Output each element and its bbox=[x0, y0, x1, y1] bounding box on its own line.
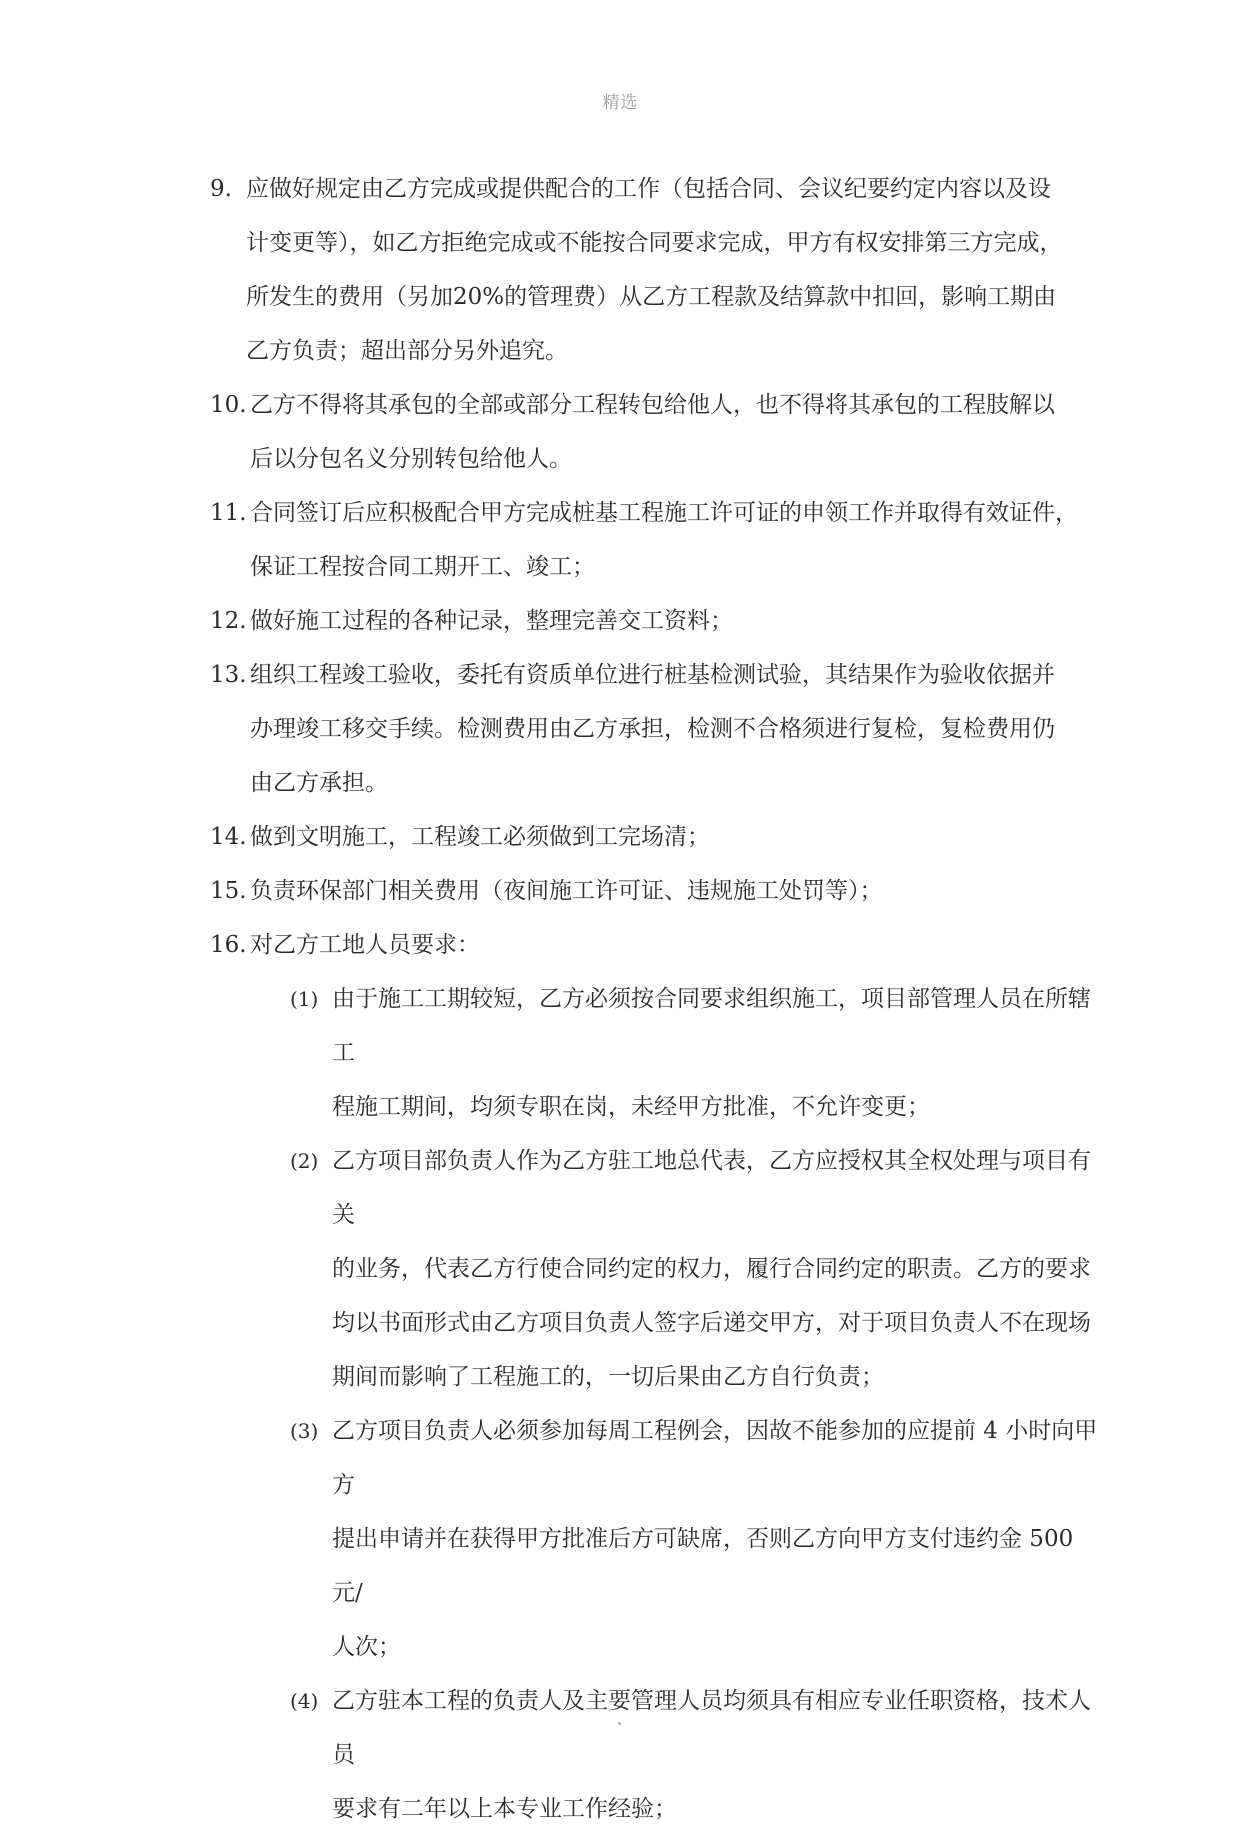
item-text-line: 乙方不得将其承包的全部或部分工程转包给他人，也不得将其承包的工程肢解以 bbox=[250, 392, 1055, 418]
item-number: 10. bbox=[210, 392, 247, 418]
sub-item-3 bbox=[250, 1404, 1110, 1674]
list-item-10 bbox=[210, 378, 1110, 486]
item-text-line: 由乙方承担。 bbox=[250, 770, 388, 796]
item-text-line: 做到文明施工，工程竣工必须做到工完场清； bbox=[250, 824, 710, 850]
sub-item-text-line: 程施工期间，均须专职在岗，未经甲方批准，不允许变更； bbox=[332, 1094, 930, 1120]
sub-item-text-line: 乙方项目负责人必须参加每周工程例会，因故不能参加的应提前 4 小时向甲方 bbox=[332, 1418, 1098, 1498]
footer-dot-mark bbox=[618, 1722, 621, 1725]
item-text-line: 合同签订后应积极配合甲方完成桩基工程施工许可证的申领工作并取得有效证件， bbox=[250, 500, 1078, 526]
sub-item-text-line: 提出申请并在获得甲方批准后方可缺席，否则乙方向甲方支付违约金 500 元/ bbox=[332, 1526, 1074, 1606]
item-text-line: 做好施工过程的各种记录，整理完善交工资料； bbox=[250, 608, 733, 634]
item-text-line: 乙方负责；超出部分另外追究。 bbox=[246, 338, 568, 364]
list-item-9 bbox=[210, 162, 1110, 378]
sub-item-1 bbox=[250, 972, 1110, 1134]
item-text-line: 负责环保部门相关费用（夜间施工许可证、违规施工处罚等）； bbox=[250, 878, 883, 904]
list-item-16 bbox=[210, 918, 1110, 972]
sub-item-2 bbox=[250, 1134, 1110, 1404]
sub-item-text-line: 的业务，代表乙方行使合同约定的权力，履行合同约定的职责。乙方的要求 bbox=[332, 1256, 1091, 1282]
item-number: 13. bbox=[210, 662, 247, 688]
page-header-label: 精选 bbox=[602, 93, 639, 113]
list-item-12 bbox=[210, 594, 1110, 648]
item-text-line: 后以分包名义分别转包给他人。 bbox=[250, 446, 572, 472]
item-number: 12. bbox=[210, 608, 247, 634]
item-number: 11. bbox=[210, 500, 247, 526]
document-body bbox=[210, 162, 1110, 1836]
sub-item-text-line: 由于施工工期较短，乙方必须按合同要求组织施工，项目部管理人员在所辖工 bbox=[332, 986, 1091, 1066]
item-text-line: 组织工程竣工验收，委托有资质单位进行桩基检测试验，其结果作为验收依据并 bbox=[250, 662, 1055, 688]
sub-item-text-line: 乙方项目部负责人作为乙方驻工地总代表，乙方应授权其全权处理与项目有关 bbox=[332, 1148, 1091, 1228]
item-number: 14. bbox=[210, 824, 247, 850]
list-item-13 bbox=[210, 648, 1110, 810]
item-number: 9. bbox=[210, 176, 232, 202]
sub-item-text-line: 人次； bbox=[332, 1634, 401, 1660]
sub-item-number: (3) bbox=[290, 1419, 319, 1443]
item-text-line: 办理竣工移交手续。检测费用由乙方承担，检测不合格须进行复检，复检费用仍 bbox=[250, 716, 1055, 742]
sub-item-text-line: 均以书面形式由乙方项目负责人签字后递交甲方，对于项目负责人不在现场 bbox=[332, 1310, 1091, 1336]
item-number: 16. bbox=[210, 932, 247, 958]
item-text-line: 保证工程按合同工期开工、竣工； bbox=[250, 554, 595, 580]
sub-item-text-line: 期间而影响了工程施工的，一切后果由乙方自行负责； bbox=[332, 1364, 884, 1390]
sub-item-4 bbox=[250, 1674, 1110, 1836]
list-item-11 bbox=[210, 486, 1110, 594]
item-text-line: 应做好规定由乙方完成或提供配合的工作（包括合同、会议纪要约定内容以及设 bbox=[246, 176, 1051, 202]
sub-item-number: (1) bbox=[290, 987, 319, 1011]
item-text-line: 计变更等），如乙方拒绝完成或不能按合同要求完成，甲方有权安排第三方完成， bbox=[246, 230, 1063, 256]
item-text-line: 所发生的费用（另加20%的管理费）从乙方工程款及结算款中扣回，影响工期由 bbox=[246, 284, 1057, 310]
item-text-line: 对乙方工地人员要求： bbox=[250, 932, 480, 958]
sub-item-number: (2) bbox=[290, 1149, 319, 1173]
sub-item-number: (4) bbox=[290, 1689, 319, 1713]
sub-item-text-line: 要求有二年以上本专业工作经验； bbox=[332, 1796, 677, 1822]
list-item-15 bbox=[210, 864, 1110, 918]
list-item-14 bbox=[210, 810, 1110, 864]
sub-item-text-line: 乙方驻本工程的负责人及主要管理人员均须具有相应专业任职资格，技术人员 bbox=[332, 1688, 1091, 1768]
item-number: 15. bbox=[210, 878, 247, 904]
